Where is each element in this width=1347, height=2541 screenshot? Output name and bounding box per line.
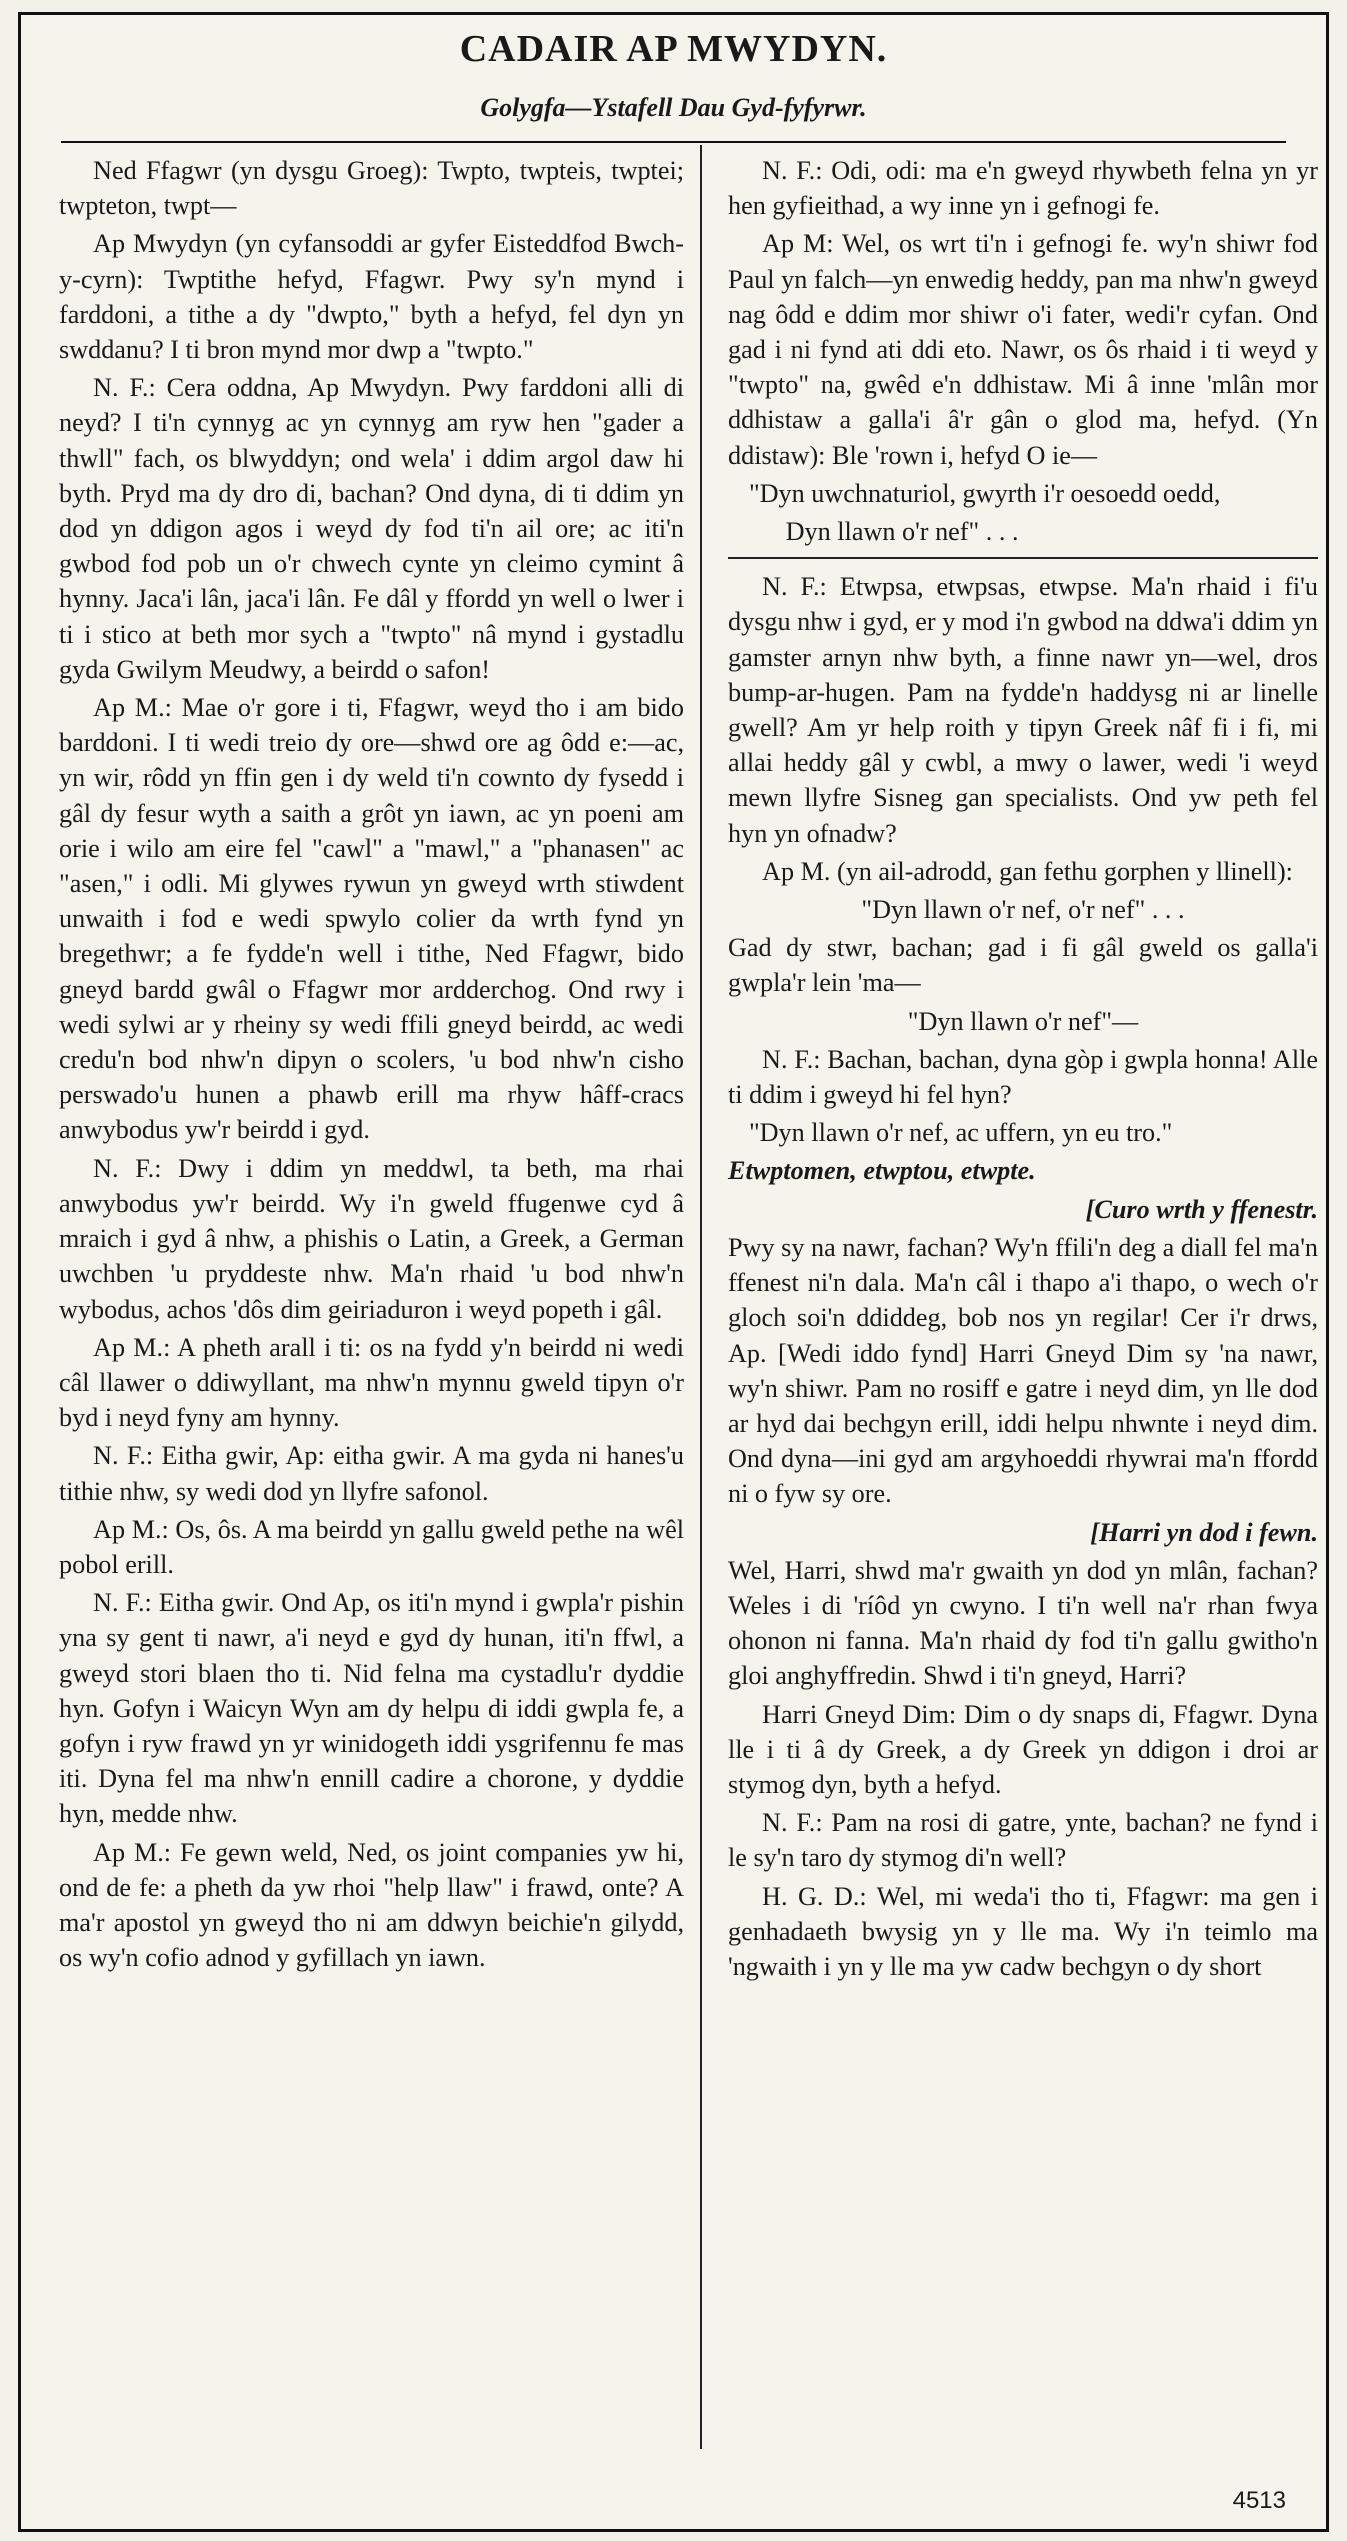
paragraph: N. F.: Eitha gwir, Ap: eitha gwir. A ma gyda ni hanes'u tithie nhw, sy wedi dod yn llyfre safonol. (59, 1441, 684, 1506)
paragraph: Ap M.: A pheth arall i ti: os na fydd y'n beirdd ni wedi câl llawer o ddiwyllant, ma nhw'n mynnu gweld tipyn o'r byd i neyd fyny am hynny. (59, 1332, 684, 1433)
verse-line: Dyn llawn o'r nef" . . . (785, 517, 1019, 547)
paragraph: Ap M. (yn ail-adrodd, gan fethu gorphen y llinell): (762, 856, 1293, 886)
paragraph: N. F.: Cera oddna, Ap Mwydyn. Pwy farddoni alli di neyd? I ti'n cynnyg ac yn cynnyg am ryw hen "gader a thwll" fach, os blwyddyn; ond wela' i ddim argol daw hi byth. Pryd ma dy dro di, bachan? Ond dyna, di ti ddim yn dod yn ddigon agos i weyd dy fod ti'n ail ore; ac iti'n gwbod fod pob un o'r chwech cynte yn cleimo cymint â hynny. Jaca'i lân, jaca'i lân. Fe dâl y ffordd yn well o lwer i ti i stico at beth mor sych a "twpto" nâ mynd i gystadlu gyda Gwilym Meudwy, a beirdd o safon! (59, 373, 684, 684)
stage-direction: [Harri yn dod i fewn. (1090, 1517, 1318, 1547)
paragraph: Ap M.: Mae o'r gore i ti, Ffagwr, weyd tho i am bido barddoni. I ti wedi treio dy ore—shwd ore ag ôdd e:—ac, yn wir, rôdd yn ffin gen i dy weld ti'n cownto dy fysedd i gâl dy fesur wyth a saith a grôt yn iawn, ac yn poeni am orie i wilo am eire fel "cawl" a "mawl," a "phanasen" ac "asen," i odli. Mi glywes rywun yn gweyd wrth stiwdent unwaith i fod e wedi spwylo colier da wrth fynd yn bregethwr; a fe fydde'n well i tithe, Ned Ffagwr, bido gneyd bardd gwâl o Ffagwr mor ardderchog. Ond rwy i wedi sylwi ar y rheiny sy wedi ffili gneyd beirdd, ac wedi credu'n bod nhw'n dipyn o scolers, 'u bod nhw'n cisho perswado'u hunen a phawb erill ma rhyw hâff-cracs anwybodus yw'r beirdd i gyd. (59, 693, 684, 1145)
paragraph: Pwy sy na nawr, fachan? Wy'n ffili'n deg a diall fel ma'n ffenest ni'n dala. Ma'n câl i thapo a'i thapo, o wech o'r gloch soi'n ddiddeg, bob nos yn regilar! Cer i'r drws, Ap. [Wedi iddo fynd] Harri Gneyd Dim sy 'na nawr, wy'n shiwr. Pam no rosiff e gatre i neyd dim, yn lle dod ar hyd dai bechgyn erill, iddi helpu nhwnte i neyd dim. Ond dyna—ini gyd am argyhoeddi rhywrai ma'n ffordd ni o fyw sy ore. (728, 1232, 1318, 1509)
paragraph: N. F.: Dwy i ddim yn meddwl, ta beth, ma rhai anwybodus yw'r beirdd. Wy i'n gweld ffugenwe cyd â mraich i gyd â nhw, a phishis o Latin, a Greek, a German uwchben 'u pryddeste nhw. Ma'n rhaid 'u bod nhw'n wybodus, achos 'dôs dim geiriaduron i weyd popeth i gâl. (59, 1153, 684, 1324)
paragraph: Ap M.: Fe gewn weld, Ned, os joint companies yw hi, ond de fe: a pheth da yw rhoi "help llaw" i frawd, onte? A ma'r apostol yn gweyd tho ni am ddwyn beichie'n gilydd, os wy'n cofio adnod y gyfillach yn iawn. (59, 1837, 684, 1973)
paragraph: Gad dy stwr, bachan; gad i fi gâl gweld os galla'i gwpla'r lein 'ma— (728, 933, 1318, 998)
paragraph: N. F.: Odi, odi: ma e'n gweyd rhywbeth felna yn yr hen gyfieithad, a wy inne yn i gefnogi fe. (728, 156, 1318, 221)
header-rule (61, 141, 1286, 143)
paragraph: Ap M: Wel, os wrt ti'n i gefnogi fe. wy'n shiwr fod Paul yn falch—yn enwedig heddy, pan ma nhw'n gweyd nag ôdd e ddim mor shiwr o'i fater, wedi'r cyfan. Ond gad i ni fynd ati ddi eto. Nawr, os ôs rhaid i ti weyd y "twpto" na, gwêd e'n ddhistaw. Mi â inne 'mlân mor ddhistaw a galla'i â'r gân o glod ma, hefyd. (Yn ddistaw): Ble 'rown i, hefyd O ie— (728, 229, 1318, 470)
left-column (59, 153, 684, 1978)
verse-line: "Dyn uwchnaturiol, gwyrth i'r oesoedd oedd, (748, 478, 1221, 508)
paragraph: H. G. D.: Wel, mi weda'i tho ti, Ffagwr: ma gen i genhadaeth bwysig yn y lle ma. Wy i'n teimlo ma 'ngwaith i yn y lle ma yw cadw bechgyn o dy short (728, 1881, 1318, 1981)
paragraph: N. F.: Pam na rosi di gatre, ynte, bachan? ne fynd i le sy'n taro dy stymog di'n well? (728, 1808, 1318, 1873)
paragraph: N. F.: Eitha gwir. Ond Ap, os iti'n mynd i gwpla'r pishin yna sy gent ti nawr, a'i neyd e gyd dy hunan, iti'n ffwl, a gweyd stori blaen tho ti. Nid felna ma cystadlu'r dyddie hyn. Gofyn i Waicyn Wyn am dy helpu di iddi gwpla fe, a gofyn i ryw frawd yn yr winidogeth iddi ysgrifennu fe mas iti. Dyna fel ma nhw'n ennill cadire a chorone, y dyddie hyn, medde nhw. (59, 1588, 684, 1829)
verse-line: "Dyn llawn o'r nef, ac uffern, yn eu tro." (748, 1118, 1173, 1148)
right-column (728, 153, 1318, 1987)
paragraph: Wel, Harri, shwd ma'r gwaith yn dod yn mlân, fachan? Weles i di 'ríôd yn cwyno. I ti'n well na'r rhan fwya ohonon ni fanna. Ma'n rhaid dy fod ti'n gallu gwitho'n gloi anghyffredin. Shwd i ti'n gneyd, Harri? (728, 1555, 1318, 1691)
paragraph: Harri Gneyd Dim: Dim o dy snaps di, Ffagwr. Dyna lle i ti â dy Greek, a dy Greek yn ddigon i droi ar stymog dyn, byth a hefyd. (728, 1699, 1318, 1799)
paragraph: Ned Ffagwr (yn dysgu Groeg): Twpto, twpteis, twptei; twpteton, twpt— (59, 156, 684, 221)
page-number: 4513 (1232, 2487, 1286, 2514)
stage-direction: [Curo wrth y ffenestr. (1085, 1194, 1318, 1224)
paragraph: Ap Mwydyn (yn cyfansoddi ar gyfer Eisteddfod Bwch-y-cyrn): Twptithe hefyd, Ffagwr. Pwy sy'n mynd i farddoni, a tithe a dy "dwpto," byth a hefyd, fel dyn yn swddanu? I ti bron mynd mor dwp a "twpto." (59, 229, 684, 365)
verse-line: "Dyn llawn o'r nef"— (907, 1006, 1139, 1036)
greek-line: Etwptomen, etwptou, etwpte. (728, 1156, 1036, 1186)
paragraph: N. F.: Bachan, bachan, dyna gòp i gwpla honna! Alle ti ddim i gweyd hi fel hyn? (728, 1044, 1318, 1110)
verse-line: "Dyn llawn o'r nef, o'r nef" . . . (861, 895, 1185, 925)
article-title: CADAIR AP MWYDYN. (459, 28, 888, 70)
article-subtitle: Golygfa—Ystafell Dau Gyd-fyfyrwr. (480, 93, 867, 122)
column-divider (700, 145, 702, 2449)
newspaper-page (18, 12, 1329, 2532)
paragraph: N. F.: Etwpsa, etwpsas, etwpse. Ma'n rhaid i fi'u dysgu nhw i gyd, er y mod i'n gwbod na ddwa'i ddim yn gamster arnyn nhw byth, a finne nawr yn—wel, dros bump-ar-hugen. Pam na fydde'n haddysg ni ar linelle gwell? Am yr help roith y tipyn Greek nâf fi i fi, mi allai heddy gâl y cwbl, a mwy o lawer, wedi 'i weyd mewn llyfre Sisneg gan specialists. Ond yw peth fel hyn yn ofnadw? (728, 572, 1318, 848)
section-rule (728, 557, 1318, 559)
paragraph: Ap M.: Os, ôs. A ma beirdd yn gallu gweld pethe na wêl pobol erill. (59, 1514, 684, 1579)
